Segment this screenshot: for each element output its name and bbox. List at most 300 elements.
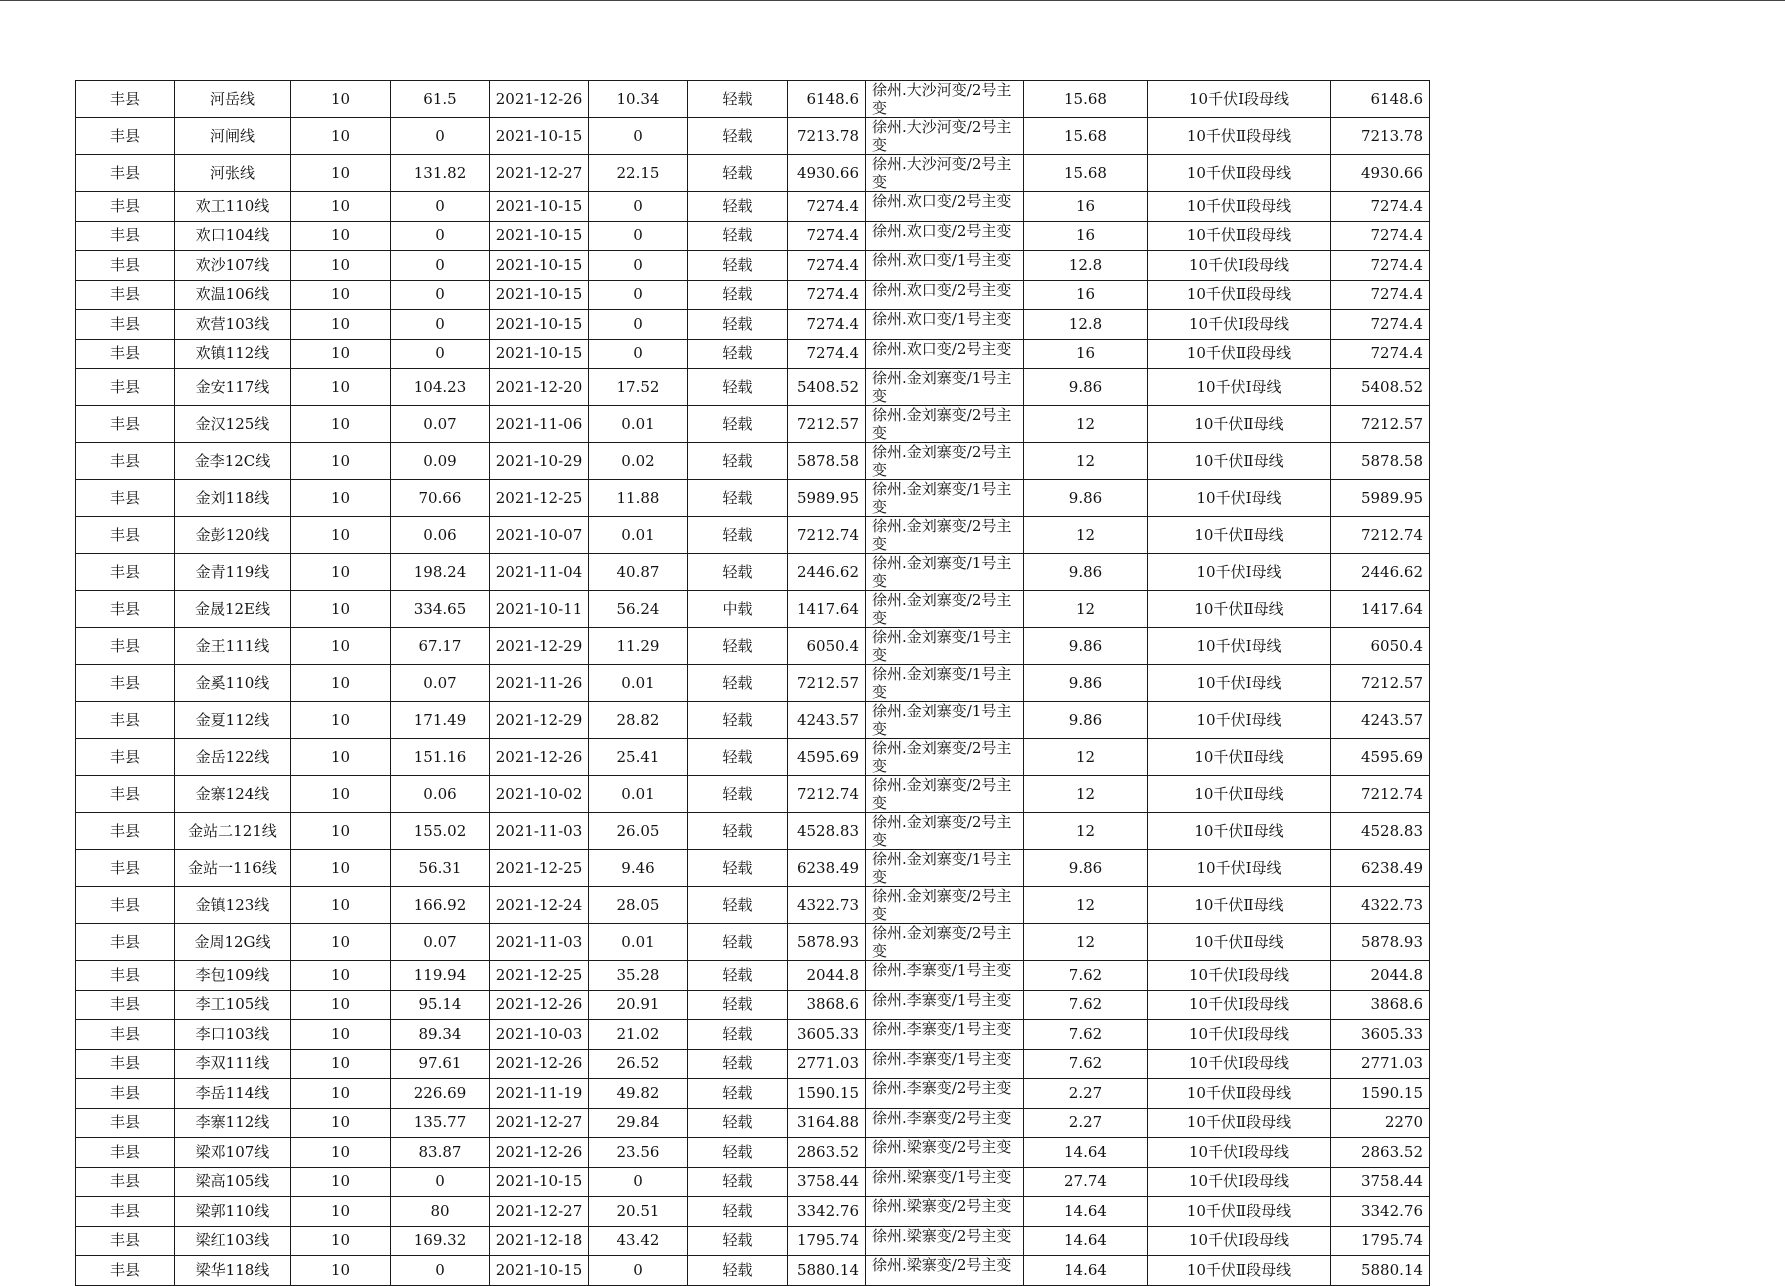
available-capacity-cell: 4322.73 [788,887,866,924]
table-row [76,155,1430,192]
voltage-cell: 10 [291,406,391,443]
county-cell: 丰县 [76,443,175,480]
date-cell: 2021-12-25 [490,480,589,517]
date-cell: 2021-12-26 [490,1138,589,1168]
load-value-cell: 119.94 [391,961,490,991]
date-cell: 2021-10-03 [490,1020,589,1050]
load-rate-cell: 0 [589,1256,688,1286]
county-cell: 丰县 [76,924,175,961]
load-rate-cell: 0.01 [589,517,688,554]
load-value-cell: 155.02 [391,813,490,850]
transformer-capacity-cell: 9.86 [1024,665,1148,702]
county-cell: 丰县 [76,369,175,406]
county-cell: 丰县 [76,81,175,118]
transformer-capacity-cell: 12 [1024,517,1148,554]
date-cell: 2021-10-15 [490,221,589,251]
line-name-cell: 李寨112线 [175,1108,291,1138]
county-cell: 丰县 [76,1167,175,1197]
available-capacity-cell: 3758.44 [788,1167,866,1197]
line-name-cell: 金奚110线 [175,665,291,702]
line-name-cell: 河闸线 [175,118,291,155]
line-name-cell: 欢镇112线 [175,339,291,369]
transformer-capacity-cell: 7.62 [1024,990,1148,1020]
transformer-capacity-cell: 12 [1024,443,1148,480]
available-capacity-cell: 7212.74 [788,776,866,813]
load-value-cell: 135.77 [391,1108,490,1138]
remaining-capacity-cell: 4243.57 [1331,702,1430,739]
substation-transformer-cell: 徐州.金刘寨变/1号主变 [866,369,1024,406]
load-rate-cell: 0 [589,310,688,340]
transformer-capacity-cell: 7.62 [1024,1049,1148,1079]
remaining-capacity-cell: 1795.74 [1331,1226,1430,1256]
load-rate-cell: 10.34 [589,81,688,118]
remaining-capacity-cell: 2771.03 [1331,1049,1430,1079]
line-name-cell: 河张线 [175,155,291,192]
date-cell: 2021-11-06 [490,406,589,443]
load-rate-cell: 11.29 [589,628,688,665]
remaining-capacity-cell: 3342.76 [1331,1197,1430,1227]
voltage-cell: 10 [291,118,391,155]
table-row [76,1167,1430,1197]
county-cell: 丰县 [76,221,175,251]
available-capacity-cell: 3605.33 [788,1020,866,1050]
substation-transformer-cell: 徐州.大沙河变/2号主变 [866,81,1024,118]
table-row [76,887,1430,924]
load-status-cell: 轻载 [688,776,788,813]
load-rate-cell: 0 [589,192,688,222]
load-rate-cell: 0.01 [589,406,688,443]
county-cell: 丰县 [76,1108,175,1138]
line-name-cell: 梁红103线 [175,1226,291,1256]
remaining-capacity-cell: 4322.73 [1331,887,1430,924]
load-value-cell: 0 [391,1256,490,1286]
load-status-cell: 轻载 [688,192,788,222]
busbar-cell: 10千伏Ⅱ段母线 [1148,280,1331,310]
date-cell: 2021-12-24 [490,887,589,924]
substation-transformer-cell: 徐州.欢口变/2号主变 [866,192,1024,222]
county-cell: 丰县 [76,1020,175,1050]
date-cell: 2021-12-26 [490,990,589,1020]
county-cell: 丰县 [76,554,175,591]
available-capacity-cell: 1795.74 [788,1226,866,1256]
substation-transformer-cell: 徐州.梁寨变/2号主变 [866,1197,1024,1227]
load-rate-cell: 21.02 [589,1020,688,1050]
available-capacity-cell: 1417.64 [788,591,866,628]
busbar-cell: 10千伏Ⅰ段母线 [1148,1226,1331,1256]
remaining-capacity-cell: 4528.83 [1331,813,1430,850]
line-name-cell: 李工105线 [175,990,291,1020]
load-rate-cell: 0 [589,1167,688,1197]
load-rate-cell: 0.01 [589,665,688,702]
load-status-cell: 轻载 [688,990,788,1020]
load-value-cell: 0 [391,339,490,369]
available-capacity-cell: 5989.95 [788,480,866,517]
transformer-capacity-cell: 12.8 [1024,251,1148,281]
voltage-cell: 10 [291,990,391,1020]
remaining-capacity-cell: 2863.52 [1331,1138,1430,1168]
load-rate-cell: 17.52 [589,369,688,406]
voltage-cell: 10 [291,1256,391,1286]
date-cell: 2021-10-02 [490,776,589,813]
county-cell: 丰县 [76,665,175,702]
transformer-capacity-cell: 12 [1024,591,1148,628]
load-rate-cell: 28.05 [589,887,688,924]
busbar-cell: 10千伏Ⅰ段母线 [1148,1020,1331,1050]
date-cell: 2021-10-15 [490,280,589,310]
voltage-cell: 10 [291,1197,391,1227]
load-status-cell: 轻载 [688,1108,788,1138]
substation-transformer-cell: 徐州.梁寨变/2号主变 [866,1138,1024,1168]
available-capacity-cell: 2446.62 [788,554,866,591]
busbar-cell: 10千伏Ⅱ段母线 [1148,192,1331,222]
county-cell: 丰县 [76,1226,175,1256]
busbar-cell: 10千伏Ⅱ段母线 [1148,339,1331,369]
remaining-capacity-cell: 5989.95 [1331,480,1430,517]
date-cell: 2021-10-07 [490,517,589,554]
line-name-cell: 金周12G线 [175,924,291,961]
page-top-rule [0,0,1785,1]
load-rate-cell: 0 [589,339,688,369]
substation-transformer-cell: 徐州.梁寨变/2号主变 [866,1256,1024,1286]
county-cell: 丰县 [76,339,175,369]
substation-transformer-cell: 徐州.李寨变/2号主变 [866,1108,1024,1138]
table-row [76,961,1430,991]
load-value-cell: 70.66 [391,480,490,517]
voltage-cell: 10 [291,280,391,310]
table-row [76,1197,1430,1227]
county-cell: 丰县 [76,850,175,887]
voltage-cell: 10 [291,1226,391,1256]
load-status-cell: 轻载 [688,554,788,591]
load-value-cell: 171.49 [391,702,490,739]
voltage-cell: 10 [291,554,391,591]
load-status-cell: 轻载 [688,887,788,924]
remaining-capacity-cell: 6148.6 [1331,81,1430,118]
table-row [76,554,1430,591]
date-cell: 2021-12-27 [490,1108,589,1138]
load-value-cell: 0.07 [391,665,490,702]
available-capacity-cell: 1590.15 [788,1079,866,1109]
county-cell: 丰县 [76,480,175,517]
load-status-cell: 轻载 [688,813,788,850]
load-status-cell: 轻载 [688,739,788,776]
voltage-cell: 10 [291,1020,391,1050]
voltage-cell: 10 [291,924,391,961]
table-row [76,628,1430,665]
remaining-capacity-cell: 3758.44 [1331,1167,1430,1197]
date-cell: 2021-11-03 [490,924,589,961]
available-capacity-cell: 5880.14 [788,1256,866,1286]
busbar-cell: 10千伏Ⅰ段母线 [1148,81,1331,118]
substation-transformer-cell: 徐州.金刘寨变/1号主变 [866,702,1024,739]
line-name-cell: 李岳114线 [175,1079,291,1109]
substation-transformer-cell: 徐州.欢口变/1号主变 [866,251,1024,281]
voltage-cell: 10 [291,1079,391,1109]
date-cell: 2021-12-26 [490,739,589,776]
table-row [76,1108,1430,1138]
substation-transformer-cell: 徐州.金刘寨变/2号主变 [866,406,1024,443]
busbar-cell: 10千伏Ⅱ段母线 [1148,155,1331,192]
line-name-cell: 河岳线 [175,81,291,118]
table-row [76,776,1430,813]
load-value-cell: 0 [391,1167,490,1197]
line-name-cell: 金晟12E线 [175,591,291,628]
busbar-cell: 10千伏Ⅰ段母线 [1148,961,1331,991]
busbar-cell: 10千伏Ⅰ母线 [1148,369,1331,406]
table-row [76,1049,1430,1079]
voltage-cell: 10 [291,665,391,702]
load-status-cell: 轻载 [688,850,788,887]
available-capacity-cell: 3868.6 [788,990,866,1020]
available-capacity-cell: 4595.69 [788,739,866,776]
transformer-capacity-cell: 27.74 [1024,1167,1148,1197]
county-cell: 丰县 [76,961,175,991]
line-name-cell: 梁邓107线 [175,1138,291,1168]
load-status-cell: 轻载 [688,221,788,251]
load-status-cell: 轻载 [688,1167,788,1197]
load-value-cell: 166.92 [391,887,490,924]
transformer-capacity-cell: 16 [1024,280,1148,310]
load-status-cell: 轻载 [688,665,788,702]
available-capacity-cell: 5878.93 [788,924,866,961]
remaining-capacity-cell: 7212.74 [1331,776,1430,813]
load-rate-cell: 0 [589,118,688,155]
remaining-capacity-cell: 6050.4 [1331,628,1430,665]
transformer-capacity-cell: 2.27 [1024,1108,1148,1138]
load-status-cell: 轻载 [688,961,788,991]
load-rate-cell: 11.88 [589,480,688,517]
transformer-capacity-cell: 12 [1024,739,1148,776]
available-capacity-cell: 6148.6 [788,81,866,118]
voltage-cell: 10 [291,155,391,192]
remaining-capacity-cell: 3868.6 [1331,990,1430,1020]
table-row [76,665,1430,702]
busbar-cell: 10千伏Ⅱ母线 [1148,443,1331,480]
load-rate-cell: 43.42 [589,1226,688,1256]
load-value-cell: 169.32 [391,1226,490,1256]
line-name-cell: 李双111线 [175,1049,291,1079]
load-status-cell: 轻载 [688,280,788,310]
substation-transformer-cell: 徐州.金刘寨变/1号主变 [866,480,1024,517]
load-status-cell: 轻载 [688,406,788,443]
available-capacity-cell: 7212.57 [788,665,866,702]
load-value-cell: 89.34 [391,1020,490,1050]
load-rate-cell: 56.24 [589,591,688,628]
county-cell: 丰县 [76,1197,175,1227]
load-status-cell: 中载 [688,591,788,628]
line-name-cell: 金李12C线 [175,443,291,480]
table-row [76,739,1430,776]
county-cell: 丰县 [76,1079,175,1109]
load-value-cell: 61.5 [391,81,490,118]
county-cell: 丰县 [76,887,175,924]
line-name-cell: 李包109线 [175,961,291,991]
transformer-capacity-cell: 16 [1024,192,1148,222]
voltage-cell: 10 [291,192,391,222]
load-value-cell: 0.06 [391,776,490,813]
busbar-cell: 10千伏Ⅱ段母线 [1148,221,1331,251]
table-row [76,813,1430,850]
load-value-cell: 198.24 [391,554,490,591]
load-rate-cell: 40.87 [589,554,688,591]
county-cell: 丰县 [76,1138,175,1168]
load-value-cell: 83.87 [391,1138,490,1168]
busbar-cell: 10千伏Ⅱ母线 [1148,887,1331,924]
remaining-capacity-cell: 2270 [1331,1108,1430,1138]
voltage-cell: 10 [291,1167,391,1197]
remaining-capacity-cell: 5878.58 [1331,443,1430,480]
load-value-cell: 226.69 [391,1079,490,1109]
county-cell: 丰县 [76,990,175,1020]
county-cell: 丰县 [76,1256,175,1286]
available-capacity-cell: 7274.4 [788,310,866,340]
date-cell: 2021-12-29 [490,702,589,739]
remaining-capacity-cell: 4930.66 [1331,155,1430,192]
substation-transformer-cell: 徐州.金刘寨变/2号主变 [866,924,1024,961]
date-cell: 2021-11-26 [490,665,589,702]
county-cell: 丰县 [76,591,175,628]
remaining-capacity-cell: 7274.4 [1331,251,1430,281]
available-capacity-cell: 5878.58 [788,443,866,480]
load-rate-cell: 26.52 [589,1049,688,1079]
load-status-cell: 轻载 [688,1020,788,1050]
line-name-cell: 欢工110线 [175,192,291,222]
available-capacity-cell: 7274.4 [788,192,866,222]
remaining-capacity-cell: 1590.15 [1331,1079,1430,1109]
line-name-cell: 梁郭110线 [175,1197,291,1227]
remaining-capacity-cell: 5878.93 [1331,924,1430,961]
transformer-capacity-cell: 14.64 [1024,1138,1148,1168]
voltage-cell: 10 [291,813,391,850]
line-name-cell: 金汉125线 [175,406,291,443]
voltage-cell: 10 [291,850,391,887]
remaining-capacity-cell: 7274.4 [1331,339,1430,369]
transformer-capacity-cell: 16 [1024,221,1148,251]
busbar-cell: 10千伏Ⅰ段母线 [1148,1167,1331,1197]
county-cell: 丰县 [76,192,175,222]
load-rate-cell: 23.56 [589,1138,688,1168]
load-status-cell: 轻载 [688,369,788,406]
load-status-cell: 轻载 [688,517,788,554]
busbar-cell: 10千伏Ⅰ段母线 [1148,310,1331,340]
county-cell: 丰县 [76,310,175,340]
remaining-capacity-cell: 6238.49 [1331,850,1430,887]
date-cell: 2021-12-18 [490,1226,589,1256]
transformer-capacity-cell: 12 [1024,776,1148,813]
table-row [76,369,1430,406]
voltage-cell: 10 [291,887,391,924]
table-row [76,443,1430,480]
voltage-cell: 10 [291,480,391,517]
table-row [76,118,1430,155]
voltage-cell: 10 [291,339,391,369]
load-rate-cell: 25.41 [589,739,688,776]
load-rate-cell: 20.91 [589,990,688,1020]
substation-transformer-cell: 徐州.梁寨变/2号主变 [866,1226,1024,1256]
load-status-cell: 轻载 [688,443,788,480]
substation-transformer-cell: 徐州.金刘寨变/2号主变 [866,776,1024,813]
date-cell: 2021-12-26 [490,1049,589,1079]
table-row [76,517,1430,554]
table-row [76,192,1430,222]
line-name-cell: 金安117线 [175,369,291,406]
county-cell: 丰县 [76,517,175,554]
available-capacity-cell: 2863.52 [788,1138,866,1168]
transformer-capacity-cell: 15.68 [1024,155,1148,192]
substation-transformer-cell: 徐州.金刘寨变/2号主变 [866,517,1024,554]
load-rate-cell: 49.82 [589,1079,688,1109]
remaining-capacity-cell: 7274.4 [1331,221,1430,251]
date-cell: 2021-12-20 [490,369,589,406]
available-capacity-cell: 4243.57 [788,702,866,739]
line-name-cell: 李口103线 [175,1020,291,1050]
substation-transformer-cell: 徐州.李寨变/2号主变 [866,1079,1024,1109]
table-row [76,924,1430,961]
load-rate-cell: 35.28 [589,961,688,991]
remaining-capacity-cell: 7212.57 [1331,665,1430,702]
date-cell: 2021-10-15 [490,310,589,340]
load-rate-cell: 0.01 [589,776,688,813]
transformer-capacity-cell: 7.62 [1024,1020,1148,1050]
busbar-cell: 10千伏Ⅰ母线 [1148,702,1331,739]
line-name-cell: 梁高105线 [175,1167,291,1197]
date-cell: 2021-10-15 [490,1256,589,1286]
available-capacity-cell: 2771.03 [788,1049,866,1079]
substation-transformer-cell: 徐州.金刘寨变/1号主变 [866,628,1024,665]
available-capacity-cell: 6238.49 [788,850,866,887]
busbar-cell: 10千伏Ⅱ母线 [1148,739,1331,776]
busbar-cell: 10千伏Ⅱ母线 [1148,591,1331,628]
busbar-cell: 10千伏Ⅰ段母线 [1148,1049,1331,1079]
load-rate-cell: 0 [589,221,688,251]
available-capacity-cell: 3164.88 [788,1108,866,1138]
county-cell: 丰县 [76,628,175,665]
remaining-capacity-cell: 4595.69 [1331,739,1430,776]
county-cell: 丰县 [76,280,175,310]
line-name-cell: 金镇123线 [175,887,291,924]
substation-transformer-cell: 徐州.金刘寨变/2号主变 [866,887,1024,924]
date-cell: 2021-12-29 [490,628,589,665]
remaining-capacity-cell: 7212.74 [1331,517,1430,554]
available-capacity-cell: 7274.4 [788,280,866,310]
table-row [76,251,1430,281]
available-capacity-cell: 7274.4 [788,339,866,369]
voltage-cell: 10 [291,702,391,739]
load-status-cell: 轻载 [688,1049,788,1079]
substation-transformer-cell: 徐州.金刘寨变/1号主变 [866,554,1024,591]
date-cell: 2021-10-15 [490,118,589,155]
substation-transformer-cell: 徐州.李寨变/1号主变 [866,1049,1024,1079]
load-rate-cell: 0 [589,251,688,281]
load-value-cell: 0.09 [391,443,490,480]
table-body [76,81,1430,1286]
line-name-cell: 欢温106线 [175,280,291,310]
remaining-capacity-cell: 5880.14 [1331,1256,1430,1286]
substation-transformer-cell: 徐州.欢口变/2号主变 [866,280,1024,310]
county-cell: 丰县 [76,776,175,813]
substation-transformer-cell: 徐州.欢口变/2号主变 [866,221,1024,251]
load-status-cell: 轻载 [688,118,788,155]
voltage-cell: 10 [291,739,391,776]
load-rate-cell: 29.84 [589,1108,688,1138]
load-value-cell: 0.07 [391,406,490,443]
available-capacity-cell: 7213.78 [788,118,866,155]
load-value-cell: 56.31 [391,850,490,887]
substation-transformer-cell: 徐州.欢口变/2号主变 [866,339,1024,369]
busbar-cell: 10千伏Ⅱ母线 [1148,776,1331,813]
feeder-load-table [75,80,1430,1286]
remaining-capacity-cell: 7274.4 [1331,280,1430,310]
